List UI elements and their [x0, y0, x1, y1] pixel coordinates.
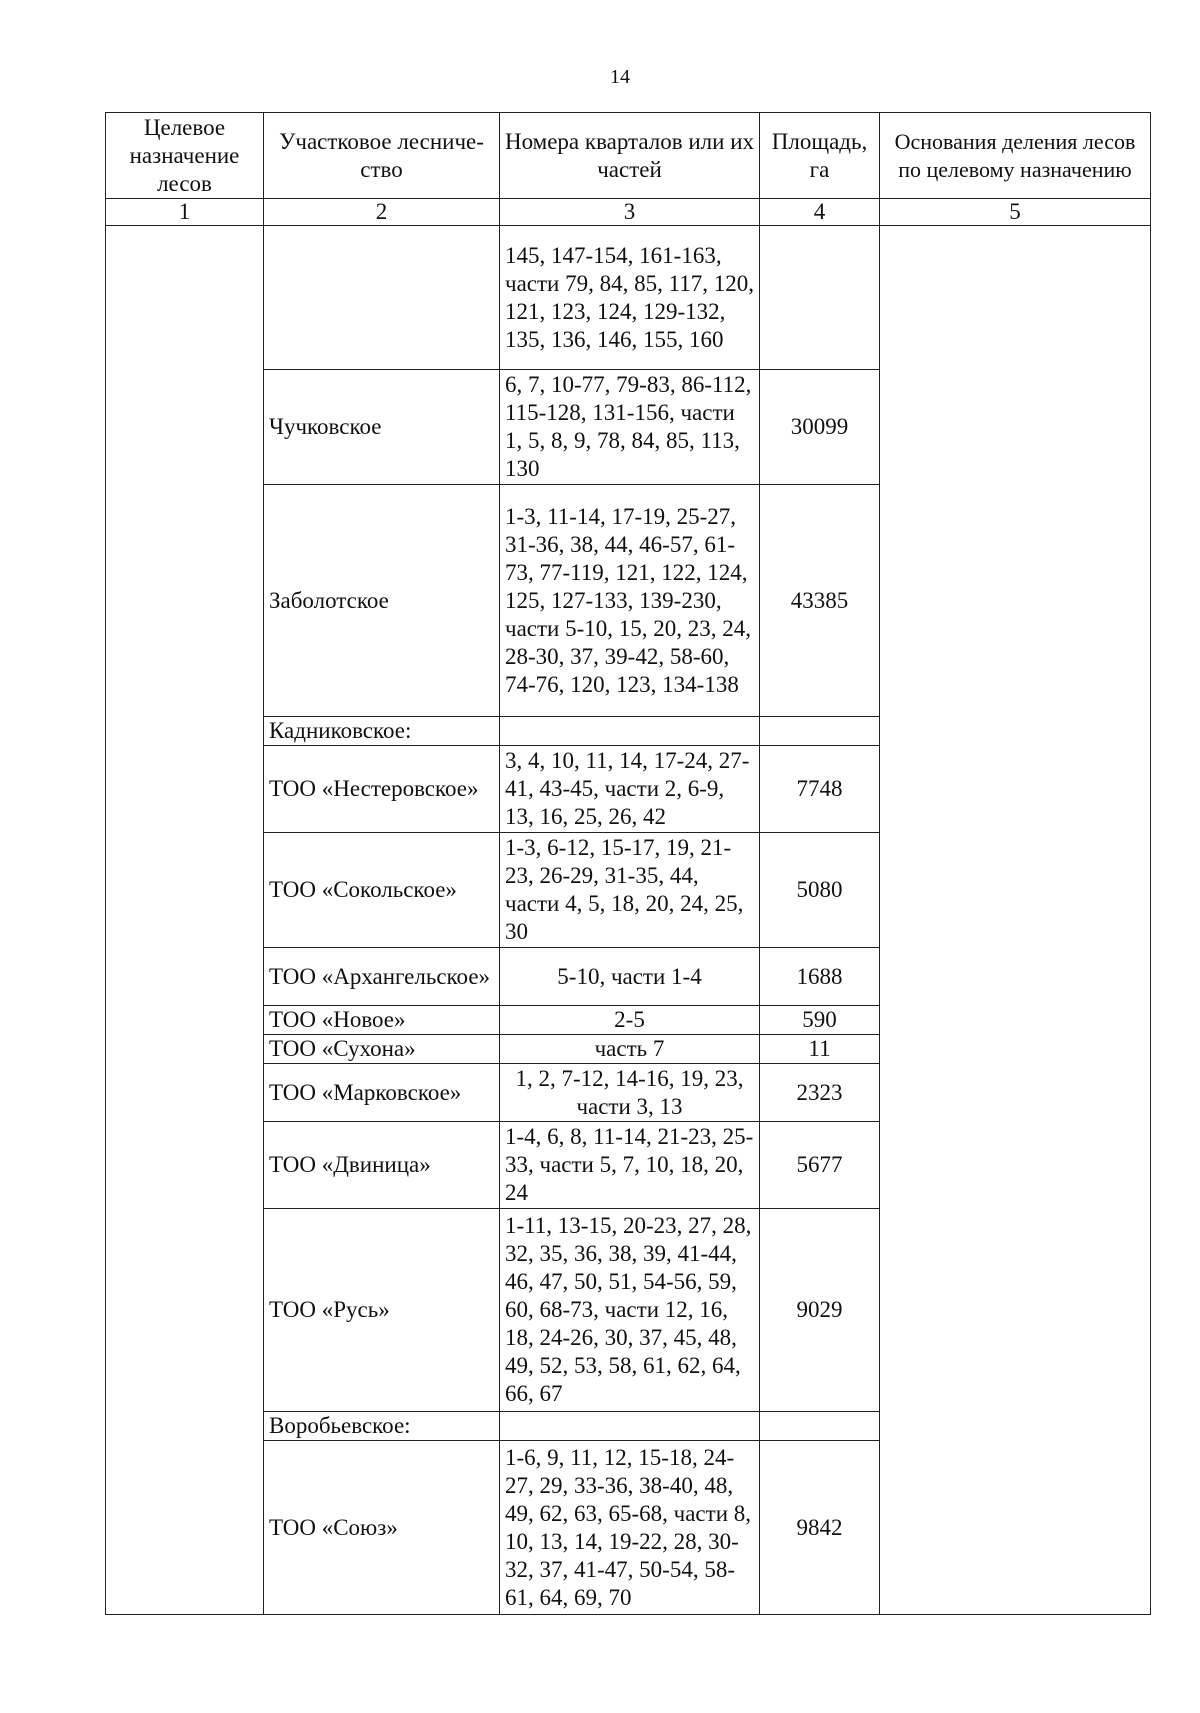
purpose-cell — [106, 226, 264, 1615]
quarters-cell: 2-5 — [500, 1006, 760, 1035]
column-number: 2 — [264, 199, 500, 226]
area-cell: 43385 — [760, 485, 880, 717]
header-purpose: Целевое назначение лесов — [106, 113, 264, 199]
quarters-cell — [500, 717, 760, 746]
district-cell: Чучковское — [264, 370, 500, 485]
quarters-cell: 145, 147-154, 161-163, части 79, 84, 85, 117, 120, 121, 123, 124, 129-132, 135, 136, 146, 155, 160 — [500, 226, 760, 370]
area-cell: 590 — [760, 1006, 880, 1035]
column-number: 3 — [500, 199, 760, 226]
district-cell — [264, 226, 500, 370]
district-cell: Заболотское — [264, 485, 500, 717]
area-cell — [760, 226, 880, 370]
column-number: 5 — [880, 199, 1151, 226]
quarters-cell: 6, 7, 10-77, 79-83, 86-112, 115-128, 131-156, части 1, 5, 8, 9, 78, 84, 85, 113, 130 — [500, 370, 760, 485]
area-cell — [760, 1412, 880, 1441]
district-cell: ТОО «Сокольское» — [264, 833, 500, 948]
district-cell: Кадниковское: — [264, 717, 500, 746]
area-cell: 2323 — [760, 1064, 880, 1122]
quarters-cell: 1-3, 11-14, 17-19, 25-27, 31-36, 38, 44, 46-57, 61-73, 77-119, 121, 122, 124, 125, 127-133, 139-230, части 5-10, 15, 20, 23, 24, 28-30, 37, 39-42, 58-60, 74-76, 120, 123, 134-138 — [500, 485, 760, 717]
district-cell: ТОО «Двиница» — [264, 1122, 500, 1209]
district-cell: ТОО «Русь» — [264, 1209, 500, 1412]
area-cell: 5677 — [760, 1122, 880, 1209]
quarters-cell: часть 7 — [500, 1035, 760, 1064]
basis-cell — [880, 226, 1151, 1615]
area-cell: 11 — [760, 1035, 880, 1064]
quarters-cell: 5-10, части 1-4 — [500, 948, 760, 1006]
quarters-cell: 1-6, 9, 11, 12, 15-18, 24-27, 29, 33-36, 38-40, 48, 49, 62, 63, 65-68, части 8, 10, 13, 14, 19-22, 28, 30-32, 37, 41-47, 50-54, 58-61, 64, 69, 70 — [500, 1441, 760, 1615]
area-cell: 30099 — [760, 370, 880, 485]
column-number-row — [106, 199, 1151, 226]
district-cell: Воробьевское: — [264, 1412, 500, 1441]
column-number: 4 — [760, 199, 880, 226]
area-cell: 9842 — [760, 1441, 880, 1615]
area-cell: 5080 — [760, 833, 880, 948]
district-cell: ТОО «Сухона» — [264, 1035, 500, 1064]
page-number: 14 — [610, 66, 630, 88]
district-cell: ТОО «Нестеровское» — [264, 746, 500, 833]
district-cell: ТОО «Марковское» — [264, 1064, 500, 1122]
header-basis: Основания деления лесов по целевому назначению — [880, 113, 1151, 199]
header-district: Участковое лесниче-ство — [264, 113, 500, 199]
quarters-cell — [500, 1412, 760, 1441]
quarters-cell: 1-4, 6, 8, 11-14, 21-23, 25-33, части 5, 7, 10, 18, 20, 24 — [500, 1122, 760, 1209]
district-cell: ТОО «Союз» — [264, 1441, 500, 1615]
area-cell: 7748 — [760, 746, 880, 833]
header-area: Площадь, га — [760, 113, 880, 199]
quarters-cell: 1, 2, 7-12, 14-16, 19, 23, части 3, 13 — [500, 1064, 760, 1122]
area-cell: 1688 — [760, 948, 880, 1006]
header-quarters: Номера кварталов или их частей — [500, 113, 760, 199]
district-cell: ТОО «Архангельское» — [264, 948, 500, 1006]
area-cell — [760, 717, 880, 746]
table-row — [106, 226, 1151, 370]
quarters-cell: 1-11, 13-15, 20-23, 27, 28, 32, 35, 36, 38, 39, 41-44, 46, 47, 50, 51, 54-56, 59, 60, 68-73, части 12, 16, 18, 24-26, 30, 37, 45, 48, 49, 52, 53, 58, 61, 62, 64, 66, 67 — [500, 1209, 760, 1412]
column-number: 1 — [106, 199, 264, 226]
quarters-cell: 3, 4, 10, 11, 14, 17-24, 27-41, 43-45, части 2, 6-9, 13, 16, 25, 26, 42 — [500, 746, 760, 833]
forest-division-table — [105, 112, 1151, 1615]
district-cell: ТОО «Новое» — [264, 1006, 500, 1035]
area-cell: 9029 — [760, 1209, 880, 1412]
quarters-cell: 1-3, 6-12, 15-17, 19, 21-23, 26-29, 31-35, 44, части 4, 5, 18, 20, 24, 25, 30 — [500, 833, 760, 948]
header-row — [106, 113, 1151, 199]
